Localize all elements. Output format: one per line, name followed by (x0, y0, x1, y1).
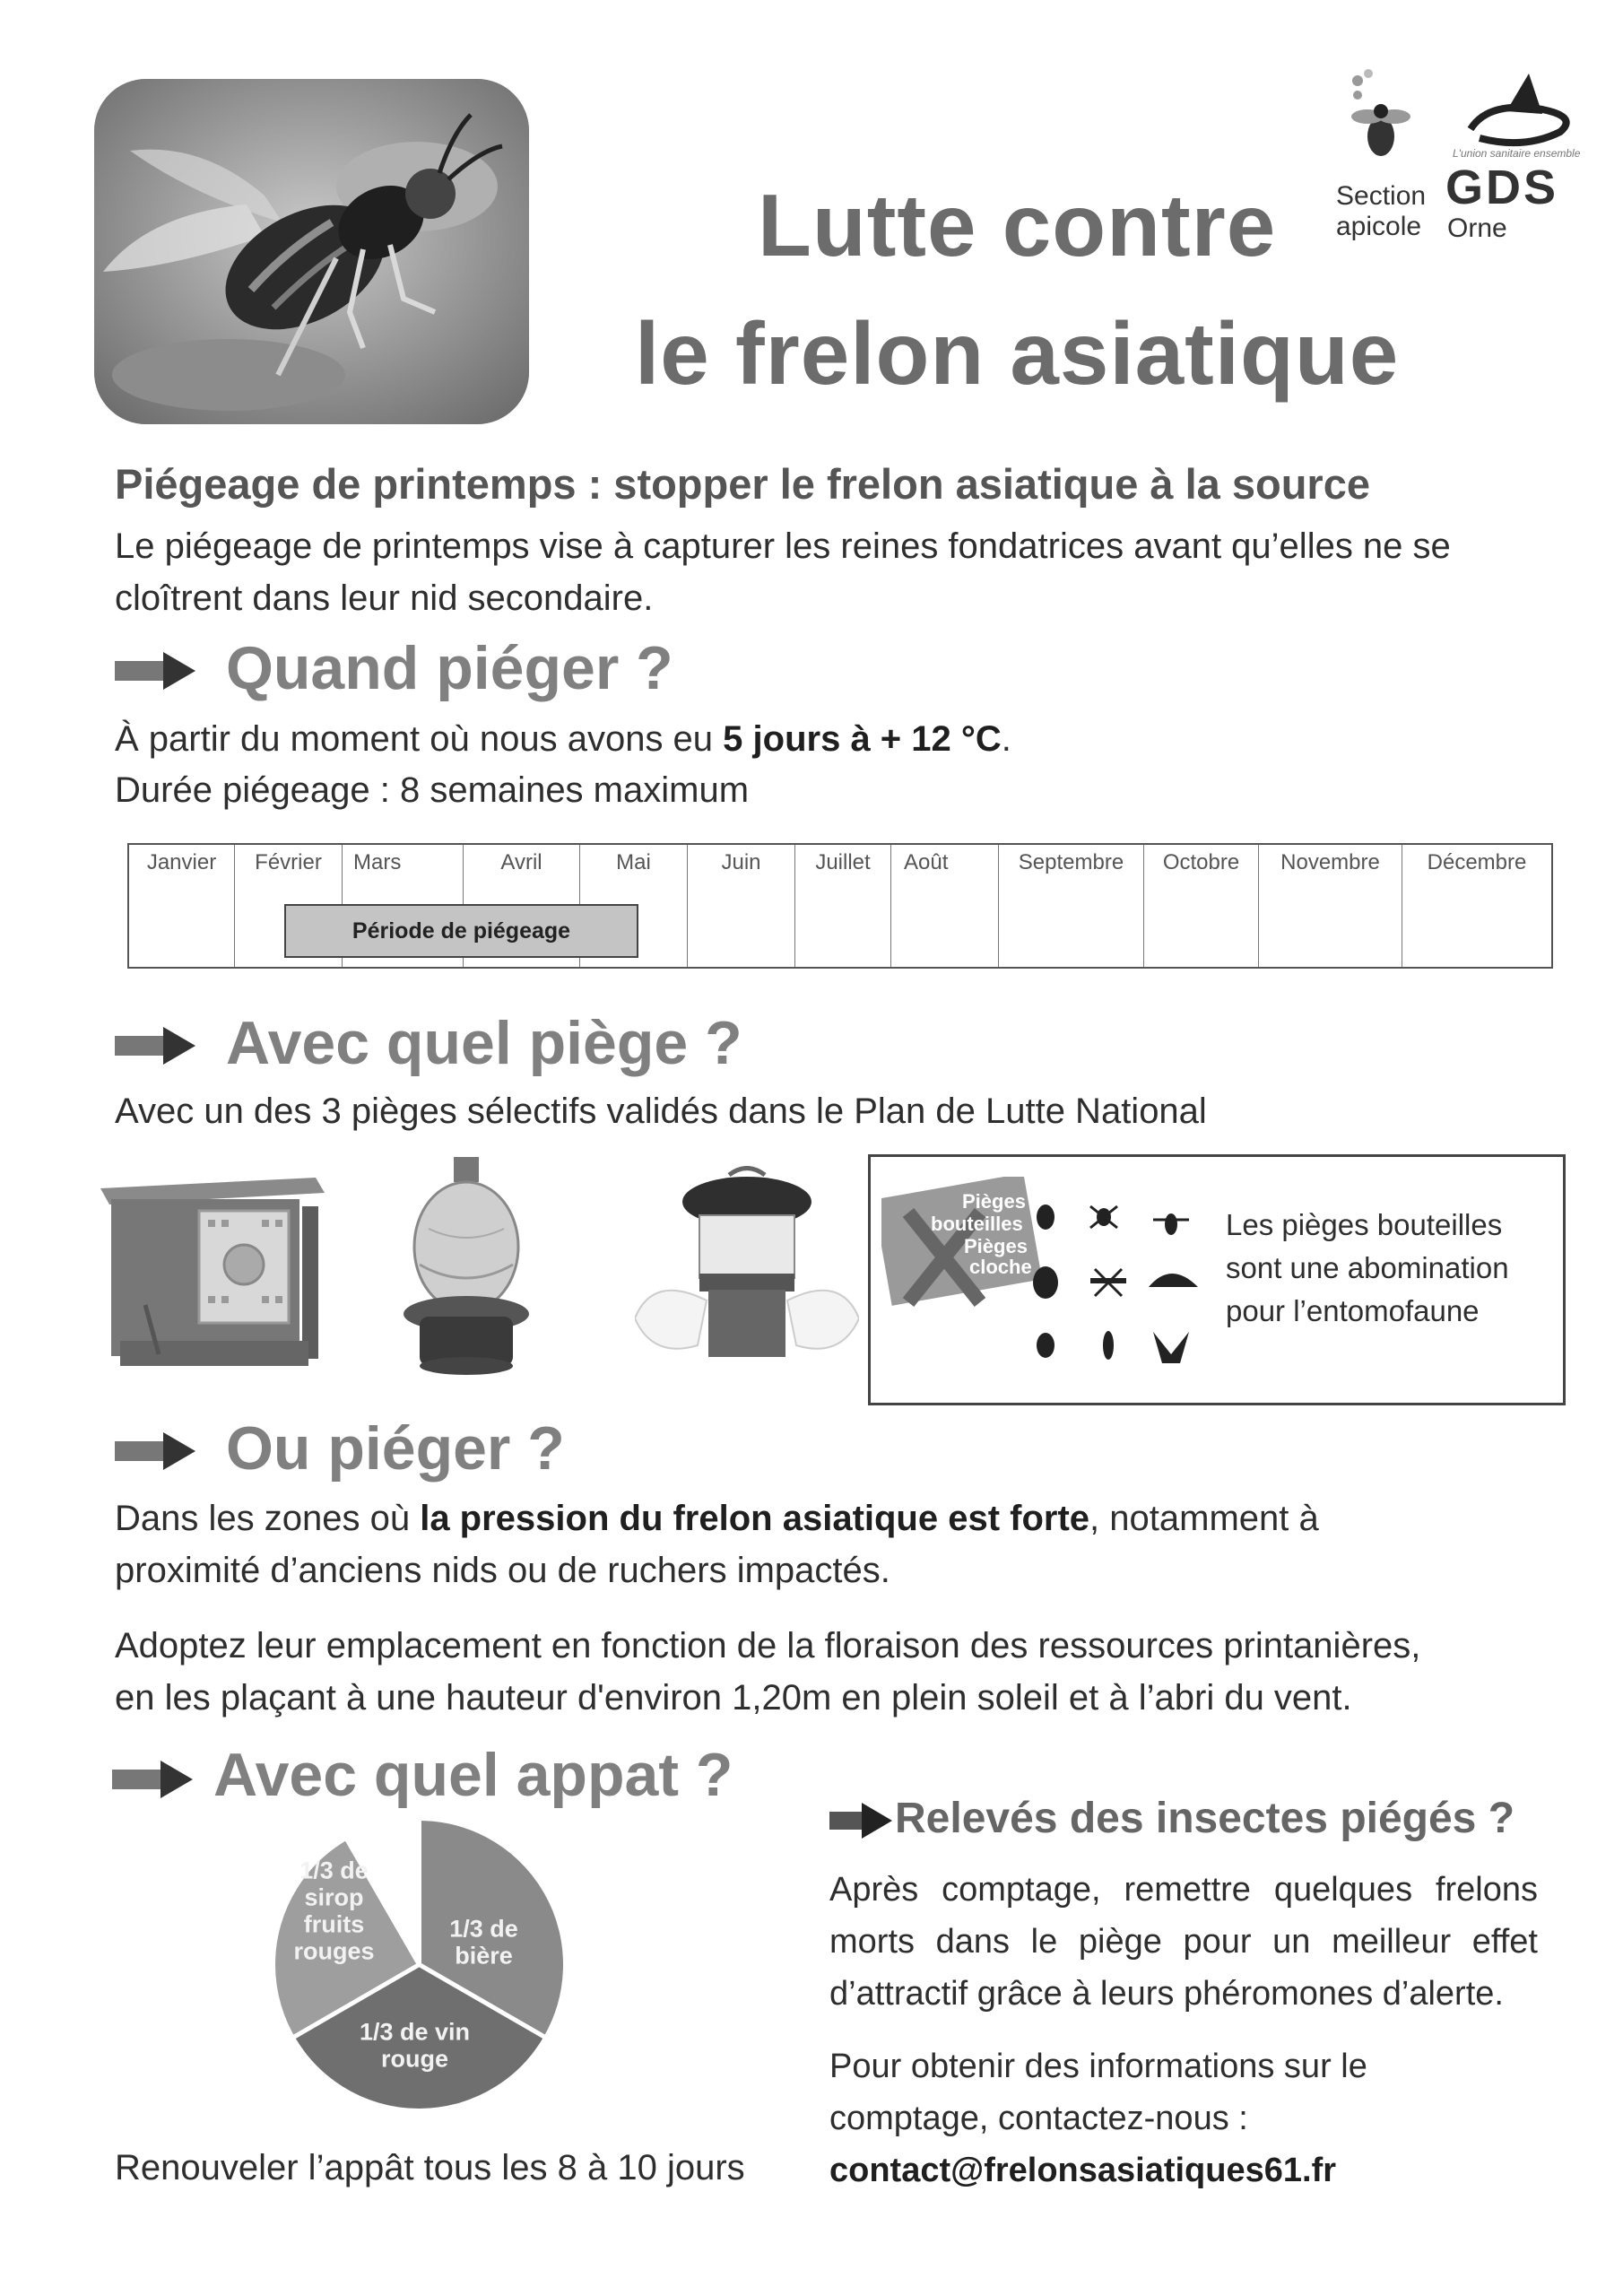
contact-email[interactable]: contact@frelonsasiatiques61.fr (829, 2152, 1337, 2189)
releves-p1-line3: d’attractif grâce à leurs phéromones d’alerte. (829, 1975, 1504, 2013)
gds-logo (1336, 65, 1587, 253)
box-trap-image (100, 1170, 325, 1372)
pie-slice-label: rouge (380, 2045, 449, 2073)
pie-slice-label: sirop (304, 1883, 364, 1911)
month-cell: Novembre (1259, 845, 1402, 967)
month-cell: Avril (464, 845, 580, 967)
pie-slice-label: fruits (303, 1910, 365, 1938)
pie-slice-label: 1/3 de (449, 1915, 518, 1943)
logo-orne: Orne (1447, 213, 1507, 243)
month-cell: Mai (580, 845, 688, 967)
intro-line1: Le piégeage de printemps vise à capturer les reines fondatrices avant qu’elles ne se (115, 526, 1451, 566)
piege-heading: Avec quel piège ? (226, 1009, 742, 1077)
arrow-icon (112, 1761, 193, 1798)
releves-p2-line2: comptage, contactez-nous : (829, 2100, 1248, 2137)
month-cell: Janvier (129, 845, 235, 967)
pie-slice-label: rouges (293, 1937, 375, 1965)
month-cell: Août (891, 845, 999, 967)
appat-heading: Avec quel appat ? (213, 1741, 733, 1809)
intro-line2: cloîtrent dans leur nid secondaire. (115, 578, 654, 618)
page-title-line2: le frelon asiatique (635, 304, 1400, 403)
arrow-icon (115, 1027, 195, 1065)
month-cell: Juillet (795, 845, 891, 967)
month-cell: Septembre (999, 845, 1144, 967)
bait-pie-chart (269, 1814, 569, 2115)
warning-box (868, 1154, 1566, 1405)
pie-slice-label: 1/3 de vin (359, 2018, 471, 2046)
warning-line3: pour l’entomofaune (1226, 1294, 1480, 1327)
month-cell: Mars (343, 845, 464, 967)
month-cell: Juin (688, 845, 795, 967)
warning-line1: Les pièges bouteilles (1226, 1208, 1503, 1241)
quand-line1: À partir du moment où nous avons eu 5 jours à + 12 °C. (115, 719, 1011, 759)
page-title-line1: Lutte contre (758, 176, 1277, 274)
pie-slice-label: bière (455, 1942, 513, 1970)
arrow-icon (115, 1432, 195, 1470)
bottle-trap-image (402, 1157, 532, 1377)
crossed-label: cloche (969, 1256, 1032, 1278)
releves-p1-line2: morts dans le piège pour un meilleur effet (829, 1923, 1538, 1961)
intro-subtitle: Piégeage de printemps : stopper le frelon asiatique à la source (115, 460, 1370, 508)
logo-gds: GDS (1445, 161, 1559, 214)
crossed-label: Pièges (964, 1235, 1028, 1257)
ou-p1-line2: proximité d’anciens nids ou de ruchers impactés. (115, 1551, 890, 1590)
releves-p1-line1: Après comptage, remettre quelques frelons (829, 1871, 1538, 1909)
month-cell: Février (235, 845, 343, 967)
month-cell: Décembre (1427, 850, 1527, 874)
insects-icons (1028, 1197, 1207, 1377)
warning-line2: sont une abomination (1226, 1251, 1509, 1284)
quand-line2: Durée piégeage : 8 semaines maximum (115, 770, 750, 810)
appat-footer: Renouveler l’appât tous les 8 à 10 jours (115, 2148, 745, 2187)
logo-section: Section (1336, 181, 1427, 211)
ou-p2-line1: Adoptez leur emplacement en fonction de la floraison des ressources printanières, (115, 1626, 1421, 1665)
releves-p2-line1: Pour obtenir des informations sur le (829, 2048, 1367, 2085)
trapping-period-bar: Période de piégeage (284, 904, 638, 958)
pie-slice-label: 1/3 de (299, 1857, 369, 1884)
month-cell: Octobre (1144, 845, 1259, 967)
releves-heading: Relevés des insectes piégés ? (895, 1795, 1515, 1842)
arrow-icon (829, 1803, 892, 1839)
logo-tagline: L'union sanitaire ensemble (1453, 147, 1581, 160)
ou-p2-line2: en les plaçant à une hauteur d'environ 1,20m en plein soleil et à l’abri du vent. (115, 1678, 1352, 1718)
crossed-label: bouteilles (931, 1213, 1023, 1235)
arrow-icon (115, 652, 195, 690)
ou-p1-line1: Dans les zones où la pression du frelon asiatique est forte, notamment à (115, 1499, 1319, 1538)
piege-line1: Avec un des 3 pièges sélectifs validés dans le Plan de Lutte National (115, 1091, 1207, 1131)
crossed-label: Pièges (962, 1190, 1026, 1213)
quand-heading: Quand piéger ? (226, 634, 673, 702)
bell-trap-image (635, 1166, 859, 1377)
hornet-photo (94, 79, 529, 424)
logo-apicole: apicole (1336, 212, 1422, 241)
ou-heading: Ou piéger ? (226, 1414, 565, 1483)
